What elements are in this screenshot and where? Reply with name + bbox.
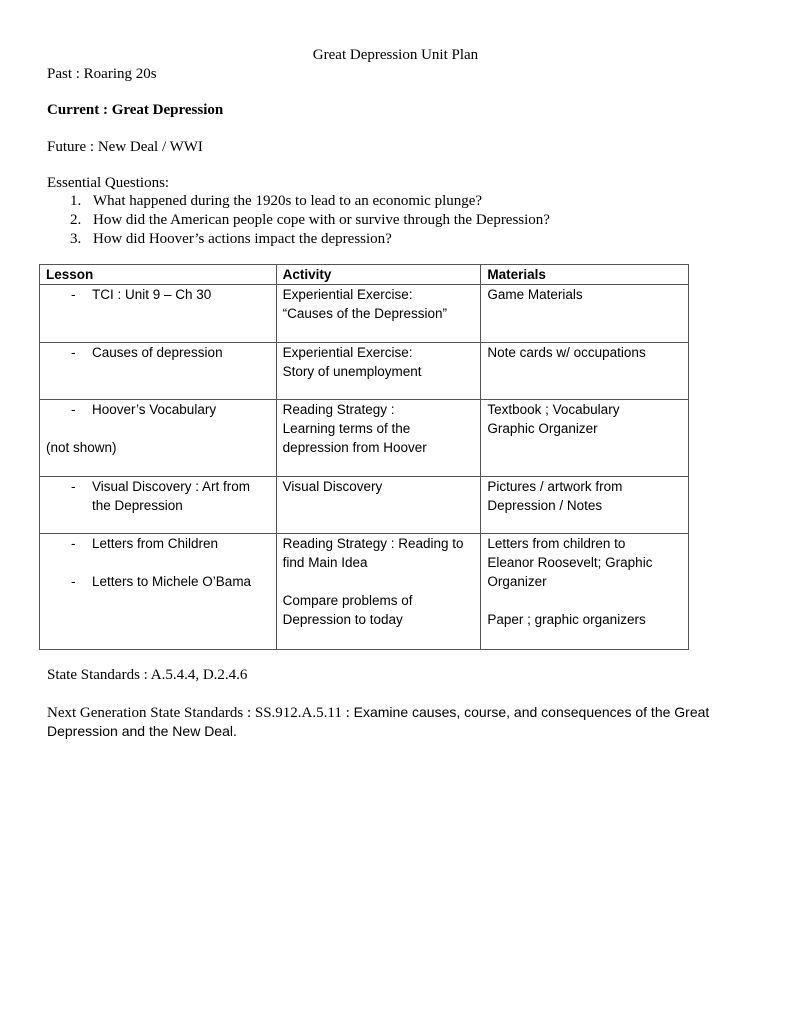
activity-line: Story of unemployment — [282, 364, 422, 379]
materials-line: Graphic Organizer — [487, 421, 598, 436]
materials-line: Letters from children to — [487, 536, 626, 551]
past-label: Past : Roaring 20s — [47, 66, 157, 82]
materials-cell — [481, 534, 689, 650]
lesson-item — [46, 534, 270, 553]
lesson-item — [46, 477, 270, 515]
bullet-dash: - — [71, 536, 76, 551]
lesson-item — [46, 400, 270, 419]
activity-cell — [276, 285, 481, 343]
question-number: 2. — [70, 212, 82, 228]
bullet-dash: - — [71, 479, 76, 494]
lesson-cell — [40, 285, 277, 343]
table-header-row — [40, 265, 689, 285]
activity-line: “Causes of the Depression” — [282, 306, 447, 321]
page-title: Great Depression Unit Plan — [312, 47, 479, 63]
activity-line: Depression to today — [282, 612, 403, 627]
activity-line: find Main Idea — [282, 555, 368, 570]
lesson-plan-table — [39, 264, 689, 650]
lesson-item — [46, 343, 270, 362]
activity-cell — [276, 343, 481, 400]
bullet-dash: - — [71, 345, 76, 360]
activity-line: Experiential Exercise: — [282, 287, 413, 302]
table-row — [40, 534, 689, 650]
activity-line: Experiential Exercise: — [282, 345, 413, 360]
materials-line: Organizer — [487, 574, 547, 589]
next-gen-text: Examine causes, course, and consequences of the Great — [349, 704, 710, 720]
lesson-text: TCI : Unit 9 – Ch 30 — [92, 287, 212, 302]
activity-line: Reading Strategy : Reading to — [282, 536, 464, 551]
materials-line: Textbook ; Vocabulary — [487, 402, 620, 417]
header-activity: Activity — [276, 265, 481, 285]
question-number: 1. — [70, 193, 82, 209]
table-row — [40, 477, 689, 534]
activity-line: Visual Discovery — [282, 479, 383, 494]
table-row — [40, 285, 689, 343]
materials-line: Game Materials — [487, 287, 583, 302]
activity-cell — [276, 477, 481, 534]
current-label: Current : Great Depression — [47, 102, 224, 118]
lesson-cell — [40, 477, 277, 534]
activity-line: Compare problems of — [282, 593, 413, 608]
lesson-item — [46, 572, 270, 591]
bullet-dash: - — [71, 402, 76, 417]
lesson-cell — [40, 343, 277, 400]
question-text: How did the American people cope with or survive through the Depression? — [93, 212, 550, 228]
materials-cell — [481, 477, 689, 534]
lesson-text: Hoover’s Vocabulary — [92, 402, 217, 417]
materials-line: Eleanor Roosevelt; Graphic — [487, 555, 653, 570]
materials-line: Paper ; graphic organizers — [487, 612, 646, 627]
question-text: How did Hoover’s actions impact the depression? — [93, 231, 392, 247]
materials-cell — [481, 343, 689, 400]
activity-cell — [276, 400, 481, 477]
materials-cell — [481, 285, 689, 343]
materials-cell — [481, 400, 689, 477]
header-materials: Materials — [481, 265, 689, 285]
table-row — [40, 400, 689, 477]
activity-line: Reading Strategy : — [282, 402, 395, 417]
question-text: What happened during the 1920s to lead to an economic plunge? — [93, 193, 483, 209]
state-standards: State Standards : A.5.4.4, D.2.4.6 — [47, 667, 248, 683]
essential-questions-label: Essential Questions: — [47, 175, 170, 191]
lesson-text: Visual Discovery : Art from — [92, 479, 251, 494]
activity-line: depression from Hoover — [282, 440, 427, 455]
bullet-dash: - — [71, 574, 76, 589]
lesson-text: Letters to Michele O’Bama — [92, 574, 252, 589]
lesson-cell — [40, 534, 277, 650]
next-gen-standards — [47, 704, 709, 722]
next-gen-text-continued: Depression and the New Deal. — [47, 723, 237, 739]
future-label: Future : New Deal / WWI — [47, 139, 203, 155]
next-gen-label: Next Generation State Standards : SS.912.A.5.11 : — [47, 705, 350, 721]
question-number: 3. — [70, 231, 82, 247]
lesson-text: Causes of depression — [92, 345, 223, 360]
bullet-dash: - — [71, 287, 76, 302]
materials-line: Note cards w/ occupations — [487, 345, 646, 360]
lesson-note: (not shown) — [46, 440, 117, 455]
materials-line: Depression / Notes — [487, 498, 603, 513]
activity-cell — [276, 534, 481, 650]
lesson-cell — [40, 400, 277, 477]
lesson-text: Letters from Children — [92, 536, 219, 551]
header-lesson: Lesson — [40, 265, 277, 285]
lesson-text: the Depression — [92, 498, 183, 513]
lesson-item — [46, 285, 270, 304]
activity-line: Learning terms of the — [282, 421, 411, 436]
table-row — [40, 343, 689, 400]
materials-line: Pictures / artwork from — [487, 479, 623, 494]
